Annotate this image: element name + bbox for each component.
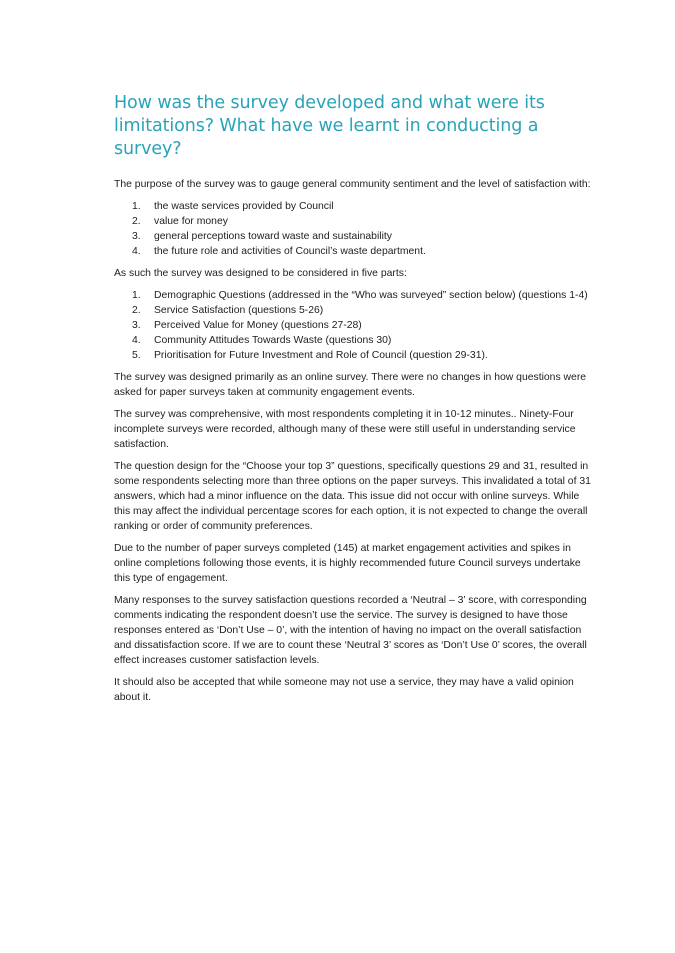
purpose-list (114, 199, 592, 259)
list-number: 5. (132, 350, 141, 361)
body-paragraph: The survey was comprehensive, with most respondents completing it in 10-12 minutes.. Ninety-Four incomplete surveys were recorded, although many of these were still useful in understanding service satisfaction. (114, 409, 576, 450)
list-text: general perceptions toward waste and sustainability (154, 231, 392, 242)
list-number: 3. (132, 231, 141, 242)
list-text: value for money (154, 216, 228, 227)
body-paragraph: It should also be accepted that while someone may not use a service, they may have a valid opinion about it. (114, 677, 574, 703)
list-text: Demographic Questions (addressed in the “Who was surveyed” section below) (questions 1-4) (154, 290, 588, 301)
section-heading: How was the survey developed and what were its limitations? What have we learnt in conducting a survey? (114, 93, 545, 159)
list-text: Service Satisfaction (questions 5-26) (154, 305, 324, 316)
list-number: 4. (132, 335, 141, 346)
list-item (114, 244, 592, 259)
list-item (114, 214, 592, 229)
list-number: 2. (132, 216, 141, 227)
list-item (114, 318, 592, 333)
body-paragraph: The survey was designed primarily as an online survey. There were no changes in how questions were asked for paper surveys taken at community engagement events. (114, 372, 587, 398)
list-number: 1. (132, 290, 141, 301)
list-item (114, 199, 592, 214)
intro-paragraph: The purpose of the survey was to gauge general community sentiment and the level of satisfaction with: (114, 179, 591, 190)
list-item (114, 348, 592, 363)
body-paragraph: Due to the number of paper surveys completed (145) at market engagement activities and spikes in online completions following those events, it is highly recommended future Council surveys undertake this type of engagement. (114, 543, 581, 584)
parts-list (114, 288, 592, 363)
list-text: Community Attitudes Towards Waste (questions 30) (154, 335, 392, 346)
list-number: 4. (132, 246, 141, 257)
page-content (114, 92, 592, 712)
list-text: the future role and activities of Council’s waste department. (154, 246, 426, 257)
list-number: 2. (132, 305, 141, 316)
parts-intro-paragraph: As such the survey was designed to be considered in five parts: (114, 268, 407, 279)
body-paragraph: Many responses to the survey satisfaction questions recorded a ‘Neutral – 3’ score, with corresponding comments indicating the respondent doesn’t use the service. The survey is designed to have those responses entered as ‘Don’t Use – 0’, with the intention of having no impact on the overall satisfaction and dissatisfaction score. If we are to count these ‘Neutral 3’ scores as ‘Don’t Use 0’ scores, the overall effect increases customer satisfaction levels. (114, 595, 587, 666)
list-number: 3. (132, 320, 141, 331)
list-text: Perceived Value for Money (questions 27-28) (154, 320, 362, 331)
list-text: Prioritisation for Future Investment and Role of Council (question 29-31). (154, 350, 488, 361)
list-text: the waste services provided by Council (154, 201, 334, 212)
list-item (114, 303, 592, 318)
list-item (114, 288, 592, 303)
body-paragraph: The question design for the “Choose your top 3” questions, specifically questions 29 and 31, resulted in some respondents selecting more than three options on the paper surveys. This invalidated a total of 31 answers, which had a minor influence on the data. This issue did not occur with online surveys. While this may affect the individual percentage scores for each option, it is not expected to change the overall ranking or order of community preferences. (114, 461, 591, 532)
list-number: 1. (132, 201, 141, 212)
list-item (114, 333, 592, 348)
list-item (114, 229, 592, 244)
